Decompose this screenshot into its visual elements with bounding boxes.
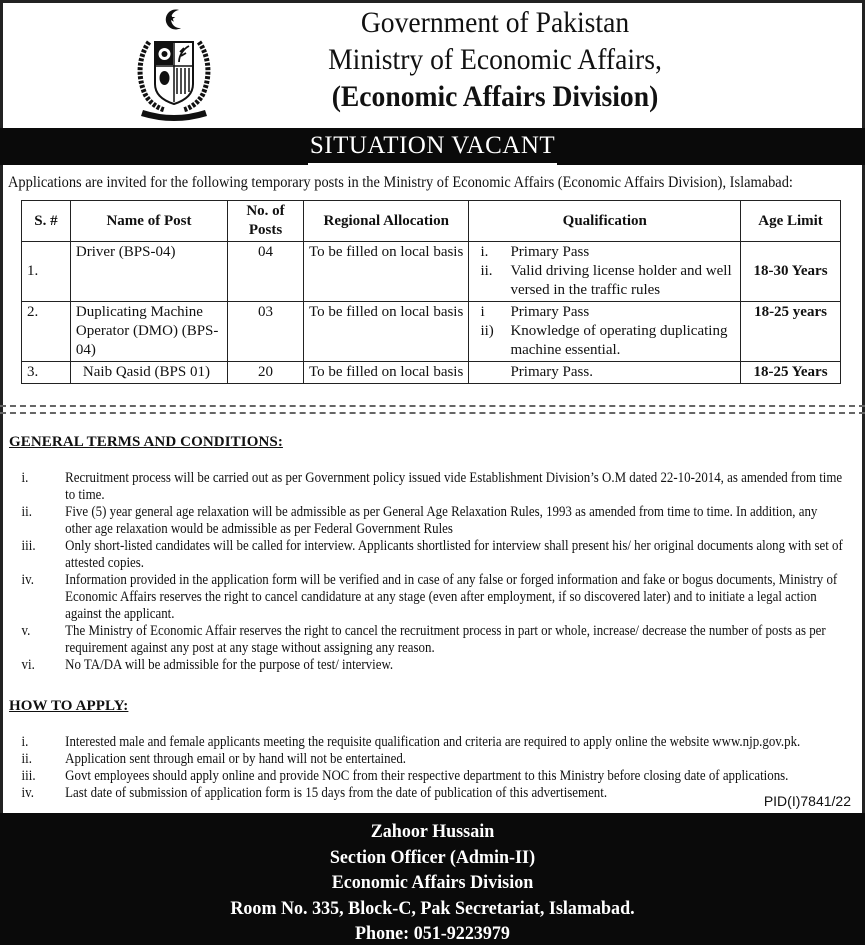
list-item [18,768,846,785]
list-item [18,751,846,768]
qualification-item [474,303,735,322]
signatory-name: Zahoor Hussain [370,821,495,842]
divider [0,405,865,407]
signatory-designation: Section Officer (Admin-II) [329,846,536,868]
cell-name: Driver (BPS-04) [70,242,227,302]
cell-qualification [469,242,741,302]
apply-list [18,734,846,802]
qualification-number [474,363,510,382]
list-number: iv. [21,572,34,588]
state-emblem-icon [135,6,213,122]
table-header-row [22,201,841,242]
header-qualification: Qualification [469,201,741,242]
list-text: Interested male and female applicants meeting the requisite qualification and criteria are required to apply online the website www.njp.gov.pk. [65,734,801,750]
list-text: No TA/DA will be admissible for the purpose of test/ interview. [65,657,394,673]
list-text: Last date of submission of application form is 15 days from the date of publication of this advertisement. [65,785,608,801]
list-number: iii. [21,538,36,554]
cell-region: To be filled on local basis [303,302,468,362]
list-number: i. [21,470,29,486]
situation-vacant-banner [0,128,865,165]
signatory-division: Economic Affairs Division [331,872,534,893]
header-age-limit: Age Limit [741,201,841,242]
list-text: Application sent through email or by hand will not be entertained. [65,751,406,767]
qualification-text: Primary Pass. [510,364,593,380]
cell-qualification [469,362,741,384]
list-text: Govt employees should apply online and provide NOC from their respective department to this Ministry before closing date of applications. [65,768,789,784]
signatory-phone: Phone: 051-9223979 [355,923,510,944]
ministry-title: Ministry of Economic Affairs, [328,43,662,76]
cell-region: To be filled on local basis [303,362,468,384]
list-item [18,734,846,751]
qualification-item [474,322,735,360]
qualification-text: Primary Pass [510,304,590,320]
terms-list [18,470,846,674]
list-number: vi. [21,657,35,673]
government-title: Government of Pakistan [360,6,630,39]
list-number: iv. [21,785,34,801]
qualification-item [474,243,735,262]
cell-age: 18-30 Years [741,242,841,302]
list-item [18,572,846,623]
list-number: i. [21,734,29,750]
qualification-item [474,262,735,300]
table-row [22,302,841,362]
cell-qualification [469,302,741,362]
qualification-item [474,363,735,382]
list-text: Five (5) year general age relaxation will be admissible as per General Age Relaxation Rules, 1993 as amended from time to time. In addition, any other age relaxation would be admissible as per Federal Government Rules [65,504,818,537]
banner-text: SITUATION VACANT [308,129,557,165]
pid-code: PID(I)7841/22 [763,793,851,809]
cell-posts: 20 [228,362,304,384]
title-block [240,4,750,116]
cell-posts: 04 [228,242,304,302]
list-number: ii. [21,751,32,767]
cell-sn: 2. [22,302,71,362]
table-row [22,242,841,302]
cell-name: Duplicating Machine Operator (DMO) (BPS-04) [70,302,227,362]
qualification-number: i [480,304,485,320]
cell-age: 18-25 Years [741,362,841,384]
list-item [18,470,846,504]
list-number: iii. [21,768,36,784]
cell-sn: 1. [22,242,71,302]
divider [0,412,865,414]
list-item [18,538,846,572]
how-to-apply-title: HOW TO APPLY: [9,698,129,714]
qualification-number: ii. [480,263,493,279]
intro-text: Applications are invited for the following temporary posts in the Ministry of Economic Affairs (Economic Affairs Division), Islamabad: [8,174,793,191]
cell-age: 18-25 years [741,302,841,362]
header-no-of-posts: No. of Posts [228,201,304,242]
list-text: Only short-listed candidates will be called for interview. Applicants shortlisted for interview shall present his/ her original documents along with set of attested copies. [65,538,843,571]
qualification-text: Primary Pass [510,244,590,260]
terms-title: GENERAL TERMS AND CONDITIONS: [9,434,283,450]
qualification-text: Valid driving license holder and well versed in the traffic rules [510,263,732,298]
qualification-number: ii) [480,323,494,339]
header [0,0,865,128]
list-item [18,504,846,538]
list-item [18,623,846,657]
header-name-of-post: Name of Post [70,201,227,242]
cell-posts: 03 [228,302,304,362]
list-number: ii. [21,504,32,520]
table-row [22,362,841,384]
header-sn: S. # [22,201,71,242]
list-text: Information provided in the application form will be verified and in case of any false or forged information and fake or bogus documents, Ministry of Economic Affairs reserves the right to cancel candidature at any stage (even after employment, if so discovered later) and to initiate a legal action against the applicant. [65,572,838,622]
signatory-footer [0,813,865,945]
division-title: (Economic Affairs Division) [331,80,659,113]
list-number: v. [21,623,31,639]
list-item [18,785,846,802]
qualification-text: Knowledge of operating duplicating machine essential. [510,323,728,358]
list-text: The Ministry of Economic Affair reserves the right to cancel the recruitment process in part or whole, increase/ decrease the number of posts as per requirement against any post at any stage without assigning any reason. [65,623,826,656]
list-text: Recruitment process will be carried out as per Government policy issued vide Establishment Division’s O.M dated 22-10-2014, as amended from time to time. [65,470,843,503]
cell-sn: 3. [22,362,71,384]
posts-table [21,200,841,384]
signatory-address: Room No. 335, Block-C, Pak Secretariat, Islamabad. [230,897,635,919]
header-regional-allocation: Regional Allocation [303,201,468,242]
list-item [18,657,846,674]
qualification-number: i. [480,244,489,260]
cell-region: To be filled on local basis [303,242,468,302]
cell-name: Naib Qasid (BPS 01) [70,362,227,384]
